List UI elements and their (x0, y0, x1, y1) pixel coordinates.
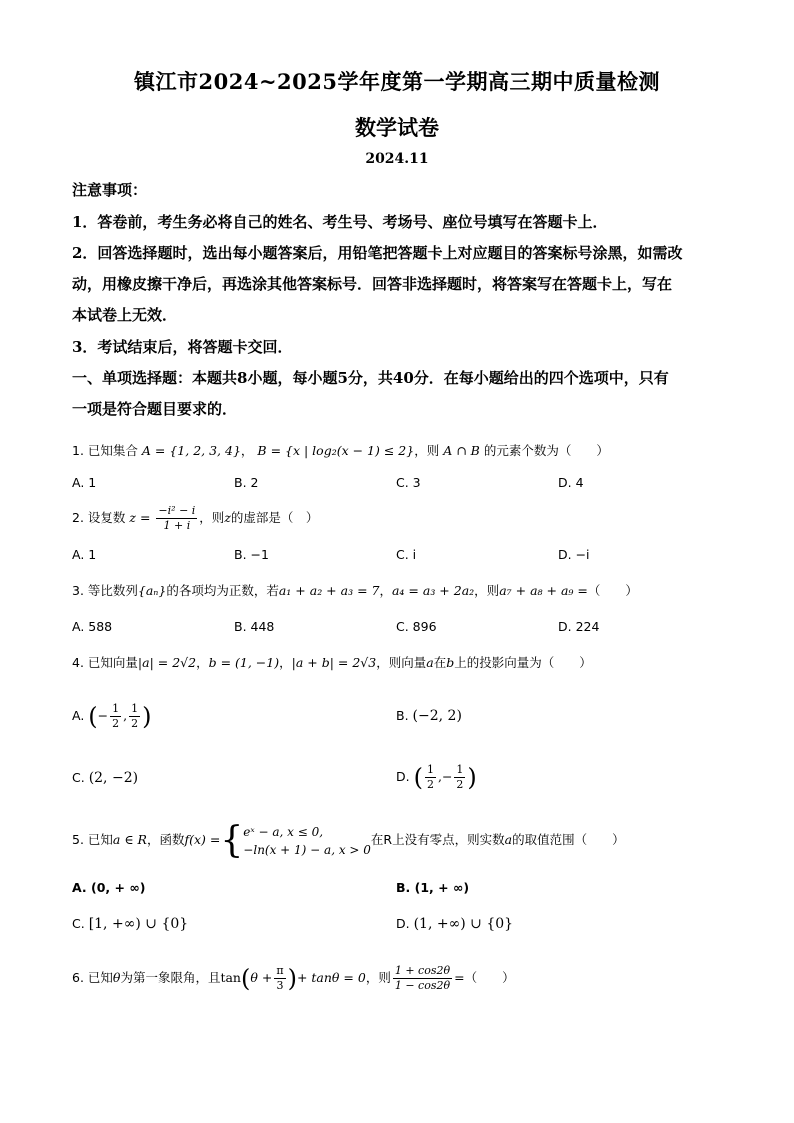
q6-pi: π (276, 964, 284, 977)
section-1-line-2: 一项是符合题目要求的． (72, 400, 238, 418)
question-6: 6. 已知θ为第一象限角，且tan(θ + $\frac{\pi}{3}$ )+ tanθ = 0，则 $\frac{1 + \cos 2\theta}{1 - \cos 2\theta}$ =（ ） (72, 964, 515, 993)
q4-d-num-2: 1 (456, 763, 464, 776)
q2-z: z (224, 510, 231, 525)
q4-mid: ，则向量 (376, 655, 427, 670)
q6-fraction (393, 964, 452, 993)
q3-seq: {aₙ} (137, 583, 167, 598)
q2-mid: ，则 (199, 510, 225, 525)
notice-item-2-line-3: 本试卷上无效． (72, 306, 178, 324)
q4-option-c[interactable] (72, 768, 138, 788)
q1-set-a: A = {1, 2, 3, 4} (141, 443, 241, 458)
q6-theta: θ (112, 970, 121, 985)
notice-item-2-line-2: 动，用橡皮擦干净后，再选涂其他答案标号．回答非选择题时，将答案写在答题卡上，写在 (72, 275, 673, 293)
q4-d-den-2: 2 (456, 778, 464, 791)
q2-numerator: −i² − i (158, 504, 196, 517)
q1-expr: A ∩ B (443, 443, 480, 458)
q4-option-c-value: (2, −2) (88, 770, 139, 786)
q3-eq1: a₁ + a₂ + a₃ = 7 (278, 583, 380, 598)
q4-cond-3: |a + b| = 2√3 (291, 655, 377, 670)
q3-stem: 3. 等比数列 (72, 583, 138, 598)
q4-on: 在 (433, 655, 447, 670)
q3-option-d[interactable]: D. 224 (558, 619, 600, 634)
q2-option-a[interactable]: A. 1 (72, 547, 97, 562)
q6-end: =（ ） (454, 970, 515, 985)
exam-subtitle: 数学试卷 (355, 115, 439, 140)
q6-mid1: 为第一象限角，且 (120, 970, 221, 985)
q5-option-d-label: D. (396, 916, 410, 931)
q4-a-den-1: 2 (112, 717, 120, 730)
q5-mid: ，函数 (146, 832, 185, 847)
notice-heading: 注意事项： (72, 181, 148, 199)
q6-inner: θ + (250, 970, 273, 985)
q1-tail: ，则 (414, 443, 440, 458)
q4-option-b[interactable] (396, 706, 462, 726)
q2-option-d[interactable]: D. −i (558, 547, 590, 562)
q6-stem: 6. 已知 (72, 970, 113, 985)
q2-option-c[interactable]: C. i (396, 547, 417, 562)
q2-stem: 2. 设复数 (72, 510, 126, 525)
q4-option-a[interactable]: A. (− $\frac{1}{2}$ , $\frac{1}{2}$ ) (72, 702, 152, 731)
q6-denominator: 1 − cos2θ (394, 979, 451, 992)
q4-a-den-2: 2 (131, 717, 139, 730)
q4-d-num-1: 1 (426, 763, 434, 776)
q1-option-c[interactable]: C. 3 (396, 475, 421, 490)
q1-stem: 1. 已知集合 (72, 443, 138, 458)
q1-end: 的元素个数为（ ） (483, 443, 609, 458)
q4-a-num-1: 1 (112, 702, 120, 715)
q5-cond: a ∈ R (112, 832, 147, 847)
q6-rest: + tanθ = 0 (296, 970, 366, 985)
q1-sep: ， (240, 443, 254, 458)
q5-option-d-value: (1, +∞) ∪ {0} (413, 916, 514, 932)
section-1-line-1: 一、单项选择题：本题共8小题，每小题5分，共40分．在每小题给出的四个选项中，只有 (72, 369, 669, 387)
q4-cond-1: |a| = 2√2 (137, 655, 197, 670)
q5-option-c-label: C. (72, 916, 85, 931)
q5-option-d[interactable] (396, 914, 513, 934)
question-2 (72, 503, 318, 533)
q1-set-b: B = {x | log₂(x − 1) ≤ 2} (257, 443, 415, 458)
q1-option-a[interactable]: A. 1 (72, 475, 97, 490)
q4-vec-a: a (426, 655, 434, 670)
q5-case-1: eˣ − a, x ≤ 0, (243, 824, 324, 839)
q4-stem: 4. 已知向量 (72, 655, 138, 670)
q4-option-b-value: (−2, 2) (412, 708, 462, 724)
q5-option-c-value: [1, +∞) ∪ {0} (88, 916, 189, 932)
q2-denominator: 1 + i (163, 519, 191, 532)
q5-fx: f(x) = (184, 832, 221, 847)
q4-a-num-2: 1 (131, 702, 139, 715)
q6-three: 3 (276, 979, 284, 992)
q6-tan: tan (220, 970, 241, 985)
q5-option-b[interactable]: B. (1, + ∞) (396, 880, 470, 895)
q5-tail: 在R上没有零点，则实数 (370, 832, 505, 847)
exam-date: 2024.11 (365, 151, 429, 167)
q4-cond-2: b = (1, −1) (208, 655, 280, 670)
q1-option-b[interactable]: B. 2 (234, 475, 259, 490)
notice-item-3: 3．考试结束后，将答题卡交回． (72, 338, 293, 356)
q5-option-a[interactable]: A. (0, + ∞) (72, 880, 146, 895)
q6-mid2: ，则 (365, 970, 391, 985)
q2-end: 的虚部是（ ） (230, 510, 319, 525)
q3-eq3: a₇ + a₈ + a₉ = (499, 583, 588, 598)
q4-option-b-label: B. (396, 708, 409, 723)
q5-a: a (504, 832, 513, 847)
question-3 (72, 581, 638, 601)
q5-stem: 5. 已知 (72, 832, 113, 847)
q5-option-c[interactable] (72, 914, 188, 934)
q3-option-a[interactable]: A. 588 (72, 619, 113, 634)
q4-option-c-label: C. (72, 770, 85, 785)
q3-eq2: a₄ = a₃ + 2a₂ (391, 583, 475, 598)
q2-option-b[interactable]: B. −1 (234, 547, 269, 562)
q4-option-d-label: D. (396, 769, 410, 784)
q3-option-b[interactable]: B. 448 (234, 619, 275, 634)
q4-end: 上的投影向量为（ ） (454, 655, 592, 670)
notice-item-2-line-1: 2．回答选择题时，选出每小题答案后，用铅笔把答题卡上对应题目的答案标号涂黑，如需改 (72, 244, 683, 262)
q2-z-eq: z = (129, 510, 151, 525)
q5-end: 的取值范围（ ） (512, 832, 625, 847)
notice-item-1: 1．答卷前，考生务必将自己的姓名、考生号、考场号、座位号填写在答题卡上． (72, 213, 608, 231)
q1-option-d[interactable]: D. 4 (558, 475, 584, 490)
q3-mid1: 的各项均为正数，若 (166, 583, 279, 598)
q4-d-den-1: 2 (426, 778, 434, 791)
q3-mid2: ，则 (474, 583, 500, 598)
q6-numerator: 1 + cos2θ (394, 964, 451, 977)
q5-case-2: −ln(x + 1) − a, x > 0 (243, 842, 371, 857)
q4-vec-b: b (446, 655, 455, 670)
q3-end: （ ） (587, 583, 638, 598)
q3-option-c[interactable]: C. 896 (396, 619, 437, 634)
q3-comma: ， (379, 583, 392, 598)
q4-option-d[interactable]: D. ( $\frac{1}{2}$ ,− $\frac{1}{2}$ ) (396, 763, 477, 792)
q4-option-a-label: A. (72, 708, 85, 723)
q2-fraction (156, 504, 197, 533)
exam-title: 镇江市2024~2025学年度第一学期高三期中质量检测 (134, 69, 660, 94)
question-1 (72, 441, 609, 461)
q5-piecewise (243, 823, 371, 859)
question-5: 5. 已知a ∈ R，函数f(x) ={ eˣ − a, x ≤ 0, −ln(x + 1) − a, x > 0 在R上没有零点，则实数a的取值范围（ ） (72, 819, 625, 861)
question-4: 4. 已知向量|a| = 2√2，b = (1, −1)，|a + b| = 2√3，则向量a在b上的投影向量为（ ） (72, 655, 592, 670)
